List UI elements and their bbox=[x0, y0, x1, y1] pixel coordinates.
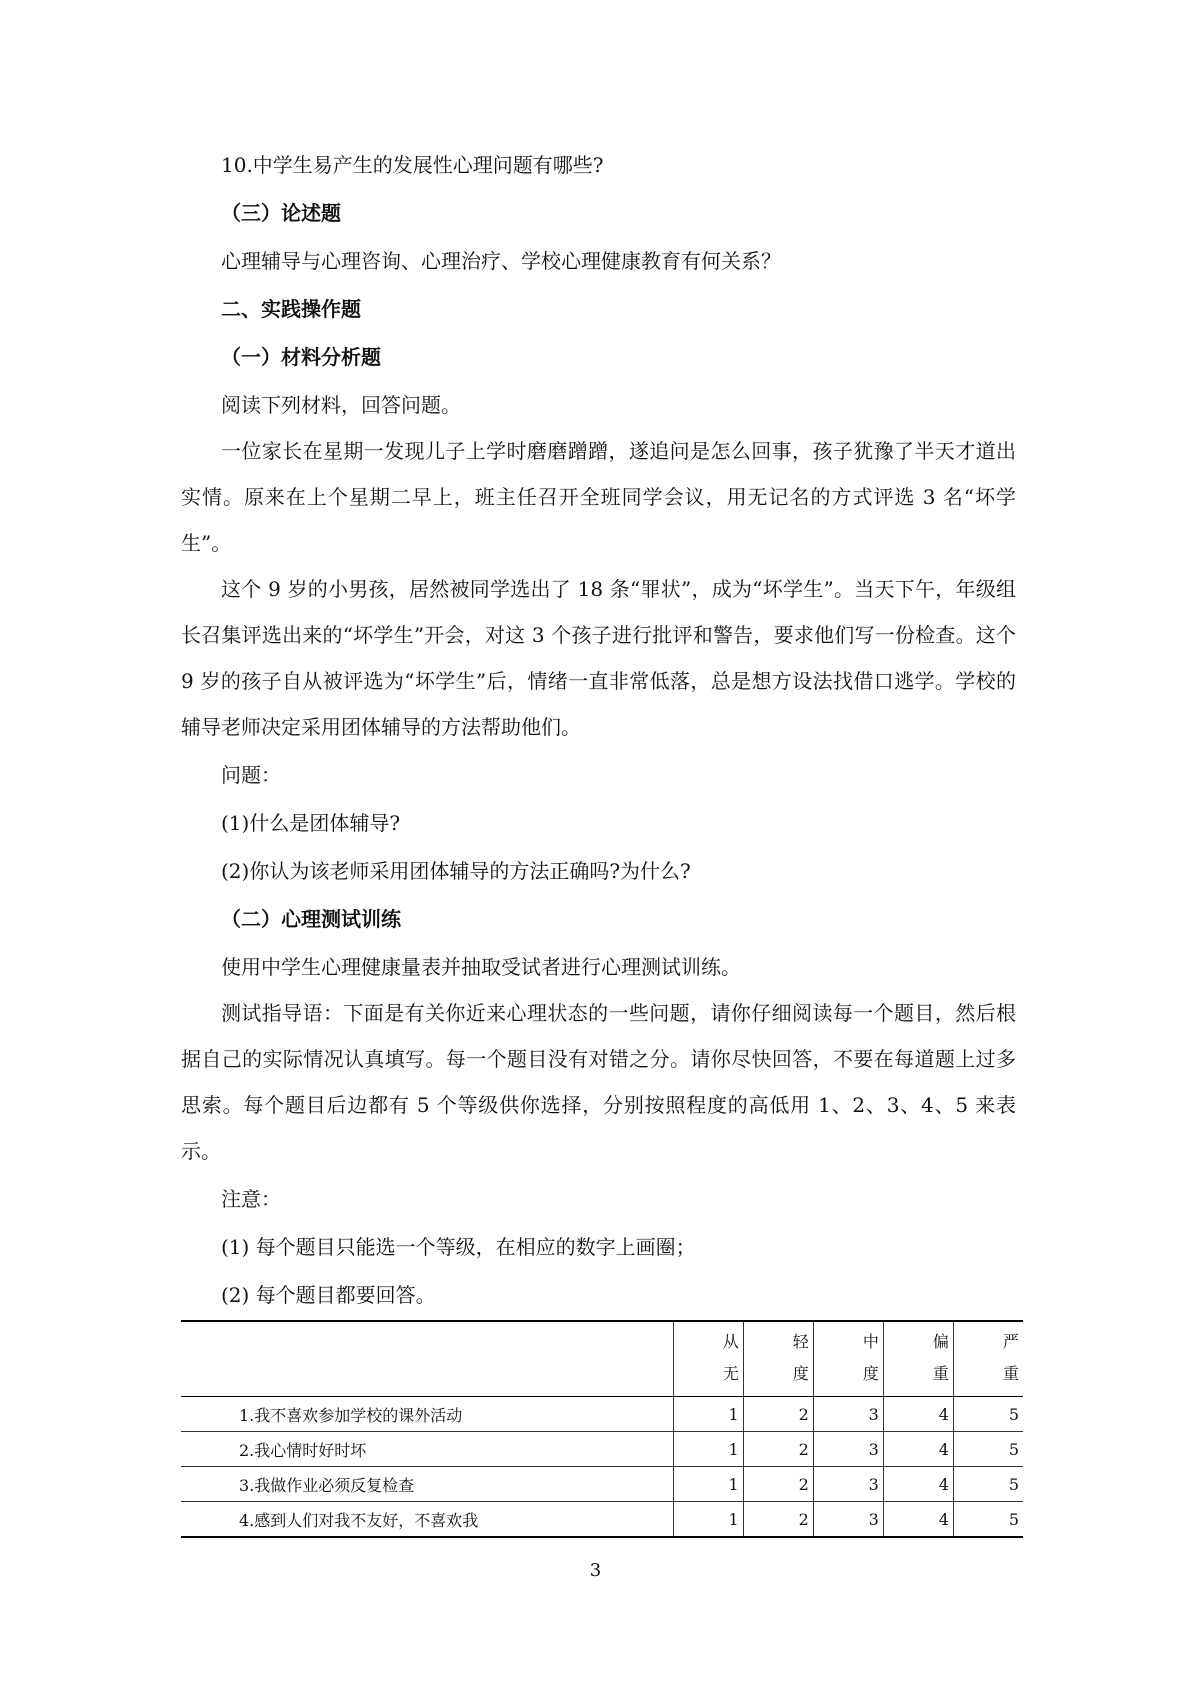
rating-option[interactable]: 5 bbox=[953, 1432, 1023, 1467]
rating-option[interactable]: 4 bbox=[883, 1397, 953, 1432]
table-header-row bbox=[181, 1321, 1023, 1397]
header-blank-cell bbox=[181, 1321, 673, 1397]
rating-option[interactable]: 1 bbox=[673, 1432, 743, 1467]
material-paragraph-1: 一位家长在星期一发现儿子上学时磨磨蹭蹭，遂追问是怎么回事，孩子犹豫了半天才道出实情。原来在上个星期二早上，班主任召开全班同学会议，用无记名的方式评选 3 名“坏学生”。 bbox=[181, 439, 1016, 555]
heading-practice: 二、实践操作题 bbox=[221, 297, 361, 321]
reading-instruction: 阅读下列材料，回答问题。 bbox=[221, 393, 461, 417]
rating-option[interactable]: 3 bbox=[813, 1467, 883, 1502]
rating-option[interactable]: 2 bbox=[743, 1432, 813, 1467]
item-text: 2.我心情时好时坏 bbox=[181, 1432, 673, 1467]
rating-option[interactable]: 2 bbox=[743, 1467, 813, 1502]
test-guidance: 测试指导语：下面是有关你近来心理状态的一些问题，请你仔细阅读每一个题目，然后根据自己的实际情况认真填写。每一个题目没有对错之分。请你尽快回答，不要在每道题上过多思索。每个题目后边都有 5 个等级供你选择，分别按照程度的高低用 1、2、3、4、5 来表示。 bbox=[181, 1001, 1016, 1163]
questions-label: 问题： bbox=[221, 763, 281, 787]
rating-option[interactable]: 2 bbox=[743, 1397, 813, 1432]
sub-question-2: (2)你认为该老师采用团体辅导的方法正确吗?为什么? bbox=[221, 859, 691, 883]
rating-option[interactable]: 4 bbox=[883, 1502, 953, 1538]
rating-option[interactable]: 1 bbox=[673, 1502, 743, 1538]
rating-option[interactable]: 5 bbox=[953, 1397, 1023, 1432]
header-level-3: 中 度 bbox=[813, 1321, 883, 1397]
rating-option[interactable]: 5 bbox=[953, 1502, 1023, 1538]
note-1: (1) 每个题目只能选一个等级，在相应的数字上画圈； bbox=[221, 1235, 696, 1259]
essay-question: 心理辅导与心理咨询、心理治疗、学校心理健康教育有何关系？ bbox=[221, 249, 781, 273]
heading-psych-test: （二）心理测试训练 bbox=[221, 907, 401, 931]
table-row bbox=[181, 1502, 1023, 1538]
header-level-1: 从 无 bbox=[673, 1321, 743, 1397]
rating-option[interactable]: 2 bbox=[743, 1502, 813, 1538]
header-level-4: 偏 重 bbox=[883, 1321, 953, 1397]
question-10: 10.中学生易产生的发展性心理问题有哪些? bbox=[221, 153, 604, 177]
rating-option[interactable]: 1 bbox=[673, 1467, 743, 1502]
page-content bbox=[181, 150, 1016, 1310]
rating-option[interactable]: 3 bbox=[813, 1397, 883, 1432]
header-level-5: 严 重 bbox=[953, 1321, 1023, 1397]
rating-option[interactable]: 3 bbox=[813, 1502, 883, 1538]
item-text: 3.我做作业必须反复检查 bbox=[181, 1467, 673, 1502]
note-2: (2) 每个题目都要回答。 bbox=[221, 1283, 436, 1307]
rating-option[interactable]: 3 bbox=[813, 1432, 883, 1467]
header-level-2: 轻 度 bbox=[743, 1321, 813, 1397]
material-paragraph-2: 这个 9 岁的小男孩，居然被同学选出了 18 条“罪状”，成为“坏学生”。当天下午，年级组长召集评选出来的“坏学生”开会，对这 3 个孩子进行批评和警告，要求他们写一份检查。这个 9 岁的孩子自从被评选为“坏学生”后，情绪一直非常低落，总是想方设法找借口逃学。学校的辅导老师决定采用团体辅导的方法帮助他们。 bbox=[181, 577, 1016, 739]
item-text: 1.我不喜欢参加学校的课外活动 bbox=[181, 1397, 673, 1432]
table-row bbox=[181, 1467, 1023, 1502]
test-usage: 使用中学生心理健康量表并抽取受试者进行心理测试训练。 bbox=[221, 955, 741, 979]
rating-option[interactable]: 1 bbox=[673, 1397, 743, 1432]
table-row bbox=[181, 1432, 1023, 1467]
table-row bbox=[181, 1397, 1023, 1432]
item-text: 4.感到人们对我不友好，不喜欢我 bbox=[181, 1502, 673, 1538]
sub-question-1: (1)什么是团体辅导? bbox=[221, 811, 401, 835]
page-number: 3 bbox=[589, 1560, 602, 1581]
note-label: 注意： bbox=[221, 1187, 281, 1211]
rating-option[interactable]: 5 bbox=[953, 1467, 1023, 1502]
rating-scale-table bbox=[181, 1320, 1023, 1538]
heading-material-analysis: （一）材料分析题 bbox=[221, 345, 381, 369]
rating-option[interactable]: 4 bbox=[883, 1432, 953, 1467]
rating-option[interactable]: 4 bbox=[883, 1467, 953, 1502]
heading-essay: （三）论述题 bbox=[221, 201, 341, 225]
